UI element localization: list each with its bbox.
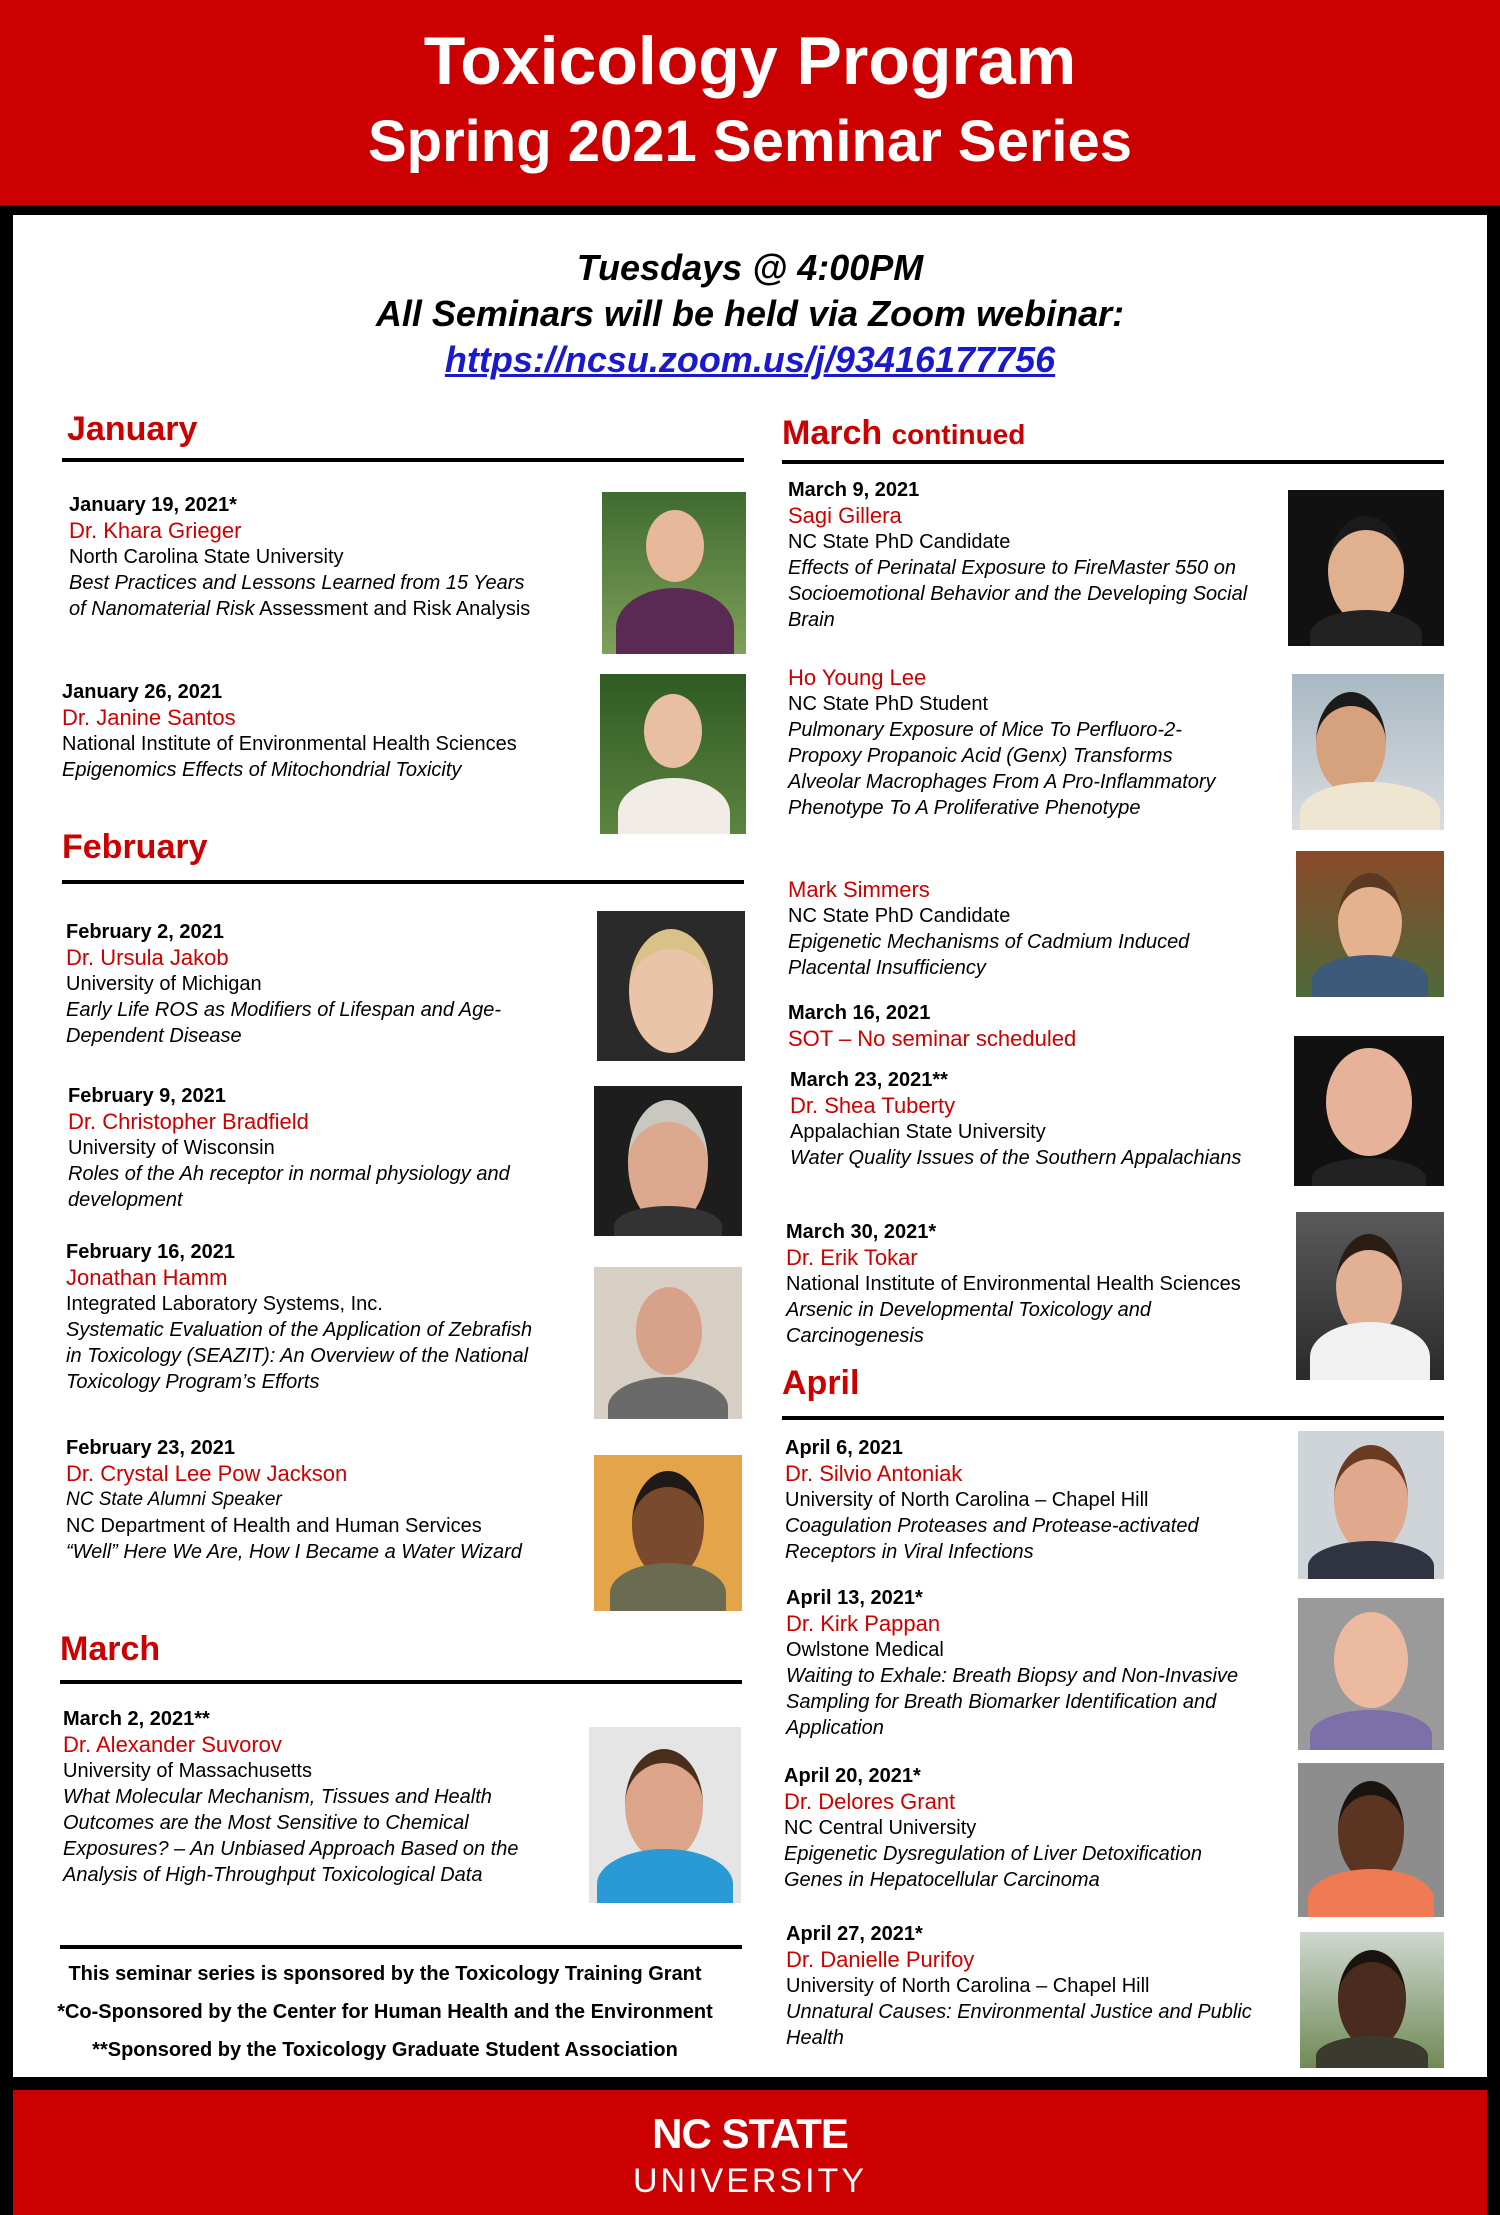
speaker-affiliation: North Carolina State University [69, 546, 344, 568]
speaker-note: NC State Alumni Speaker [66, 1489, 282, 1510]
footer-divider [60, 1945, 742, 1949]
seminar-date: February 2, 2021 [66, 921, 224, 943]
speaker-photo [589, 1727, 741, 1903]
speaker-photo [594, 1455, 742, 1611]
seminar-date: March 16, 2021 [788, 1002, 931, 1024]
speaker-photo [594, 1267, 742, 1419]
continued-label: continued [891, 419, 1026, 450]
speaker-affiliation: Appalachian State University [790, 1121, 1046, 1143]
seminar-title-tail: Assessment and Risk Analysis [259, 598, 531, 620]
speaker-name: Dr. Janine Santos [62, 705, 236, 730]
speaker-photo [1294, 1036, 1444, 1186]
seminar-entry [788, 477, 1268, 633]
speaker-affiliation: NC Central University [784, 1817, 977, 1839]
seminar-date: March 2, 2021** [63, 1708, 210, 1730]
university-logo-line1: NC STATE [652, 2110, 848, 2157]
seminar-title: Epigenomics Effects of Mitochondrial Toxicity [62, 759, 462, 781]
speaker-name: Dr. Alexander Suvorov [63, 1732, 282, 1757]
speaker-affiliation: University of Massachusetts [63, 1760, 312, 1782]
seminar-date: April 20, 2021* [784, 1765, 921, 1787]
speaker-name: Dr. Christopher Bradfield [68, 1109, 309, 1134]
seminar-entry [66, 1239, 546, 1395]
speaker-photo [1288, 490, 1444, 646]
program-title: Toxicology Program [423, 23, 1077, 99]
seminar-title: Water Quality Issues of the Southern Appalachians [790, 1147, 1242, 1169]
speaker-name: Dr. Silvio Antoniak [785, 1461, 963, 1486]
sponsor-line: **Sponsored by the Toxicology Graduate Student Association [92, 2039, 678, 2061]
seminar-entry [66, 919, 516, 1049]
seminar-entry [788, 665, 1248, 821]
speaker-photo [1292, 674, 1444, 830]
speaker-affiliation: University of North Carolina – Chapel Hill [786, 1975, 1150, 1997]
sponsor-notes [20, 1955, 750, 2069]
month-heading-march-continued [782, 414, 1025, 453]
seminar-title: Arsenic in Developmental Toxicology and Carcinogenesis [786, 1299, 1152, 1347]
seminar-date: January 26, 2021 [62, 681, 223, 703]
seminar-title: Effects of Perinatal Exposure to FireMaster 550 on Socioemotional Behavior and the Developing Social Brain [788, 557, 1248, 631]
seminar-entry [68, 1083, 558, 1213]
seminar-date: April 27, 2021* [786, 1923, 923, 1945]
seminar-date: February 9, 2021 [68, 1085, 226, 1107]
seminar-entry [790, 1067, 1260, 1171]
seminar-title: What Molecular Mechanism, Tissues and Health Outcomes are the Most Sensitive to Chemical Exposures? – An Unbiased Approach Based on the Analysis of High-Throughput Toxicological Data [63, 1786, 519, 1886]
schedule-time: Tuesdays @ 4:00PM [576, 247, 924, 288]
speaker-photo [594, 1086, 742, 1236]
speaker-photo [602, 492, 746, 654]
seminar-entry [62, 679, 582, 783]
seminar-title: Early Life ROS as Modifiers of Lifespan and Age-Dependent Disease [66, 999, 502, 1047]
seminar-entry [69, 492, 539, 622]
seminar-title: Waiting to Exhale: Breath Biopsy and Non-Invasive Sampling for Breath Biomarker Identification and Application [786, 1665, 1239, 1739]
speaker-affiliation: NC Department of Health and Human Services [66, 1515, 482, 1537]
month-divider [782, 460, 1444, 464]
speaker-photo [1296, 851, 1444, 997]
speaker-photo [1300, 1932, 1444, 2068]
speaker-name: Dr. Delores Grant [784, 1789, 956, 1814]
seminar-title: Epigenetic Mechanisms of Cadmium Induced Placental Insufficiency [788, 931, 1190, 979]
speaker-name: Ho Young Lee [788, 665, 927, 690]
seminar-entry [784, 1763, 1254, 1893]
speaker-affiliation: NC State PhD Candidate [788, 531, 1011, 553]
seminar-title: Roles of the Ah receptor in normal physiology and development [68, 1163, 510, 1211]
speaker-affiliation: National Institute of Environmental Health Sciences [786, 1273, 1241, 1295]
month-divider [62, 458, 744, 462]
month-heading-april: April [782, 1364, 860, 1402]
seminar-date: March 23, 2021** [790, 1069, 948, 1091]
month-label: March [782, 414, 883, 452]
seminar-date: February 16, 2021 [66, 1241, 235, 1263]
seminar-title: Best Practices and Lessons Learned from 15 Years of Nanomaterial Risk [69, 572, 525, 620]
seminar-entry [788, 877, 1248, 981]
speaker-name: Dr. Shea Tuberty [790, 1093, 956, 1118]
speaker-name: SOT – No seminar scheduled [788, 1026, 1077, 1051]
seminar-entry [785, 1435, 1255, 1565]
speaker-photo [600, 674, 746, 834]
speaker-name: Dr. Erik Tokar [786, 1245, 918, 1270]
sponsor-line: *Co-Sponsored by the Center for Human Health and the Environment [57, 2001, 713, 2023]
speaker-affiliation: NC State PhD Student [788, 693, 989, 715]
seminar-entry [786, 1219, 1276, 1349]
month-divider [60, 1680, 742, 1684]
seminar-title: Systematic Evaluation of the Application of Zebrafish in Toxicology (SEAZIT): An Overview of the National Toxicology Program’s Efforts [66, 1319, 533, 1393]
speaker-affiliation: Integrated Laboratory Systems, Inc. [66, 1293, 383, 1315]
header-banner [0, 0, 1500, 205]
seminar-title: Pulmonary Exposure of Mice To Perfluoro-2-Propoxy Propanoic Acid (Genx) Transforms Alveolar Macrophages From A Pro-Inflammatory Phenotype To A Proliferative Phenotype [788, 719, 1216, 819]
speaker-affiliation: University of North Carolina – Chapel Hill [785, 1489, 1149, 1511]
seminar-title: Epigenetic Dysregulation of Liver Detoxification Genes in Hepatocellular Carcinoma [784, 1843, 1202, 1891]
seminar-entry [66, 1435, 556, 1565]
speaker-name: Mark Simmers [788, 877, 930, 902]
seminar-date: April 6, 2021 [785, 1437, 903, 1459]
seminar-title: “Well” Here We Are, How I Became a Water Wizard [66, 1541, 522, 1563]
sponsor-line: This seminar series is sponsored by the Toxicology Training Grant [68, 1963, 702, 1985]
month-heading-january: January [67, 410, 198, 448]
seminar-entry [63, 1706, 543, 1888]
speaker-affiliation: University of Wisconsin [68, 1137, 275, 1159]
month-heading-february: February [62, 828, 208, 866]
speaker-name: Dr. Ursula Jakob [66, 945, 229, 970]
speaker-photo [1298, 1763, 1444, 1917]
zoom-note: All Seminars will be held via Zoom webinar: [375, 293, 1125, 334]
speaker-affiliation: National Institute of Environmental Health Sciences [62, 733, 517, 755]
seminar-entry [788, 1000, 1268, 1052]
speaker-name: Dr. Crystal Lee Pow Jackson [66, 1461, 348, 1486]
seminar-entry [786, 1585, 1246, 1741]
speaker-name: Jonathan Hamm [66, 1265, 228, 1290]
seminar-date: March 9, 2021 [788, 479, 920, 501]
speaker-photo [1298, 1598, 1444, 1750]
speaker-photo [1298, 1431, 1444, 1579]
month-divider [782, 1416, 1444, 1420]
seminar-entry [786, 1921, 1256, 2051]
seminar-date: January 19, 2021* [69, 494, 237, 516]
speaker-affiliation: University of Michigan [66, 973, 262, 995]
speaker-name: Dr. Khara Grieger [69, 518, 242, 543]
speaker-photo [597, 911, 745, 1061]
footer-banner [13, 2090, 1487, 2215]
seminar-date: March 30, 2021* [786, 1221, 937, 1243]
speaker-affiliation: Owlstone Medical [786, 1639, 944, 1661]
university-logo-line2: UNIVERSITY [632, 2162, 868, 2200]
seminar-title: Coagulation Proteases and Protease-activated Receptors in Viral Infections [785, 1515, 1199, 1563]
seminar-title: Unnatural Causes: Environmental Justice and Public Health [786, 2001, 1252, 2049]
zoom-link[interactable]: https://ncsu.zoom.us/j/93416177756 [444, 339, 1056, 380]
seminar-date: February 23, 2021 [66, 1437, 235, 1459]
seminar-date: April 13, 2021* [786, 1587, 923, 1609]
series-title: Spring 2021 Seminar Series [367, 109, 1133, 174]
speaker-photo [1296, 1212, 1444, 1380]
speaker-name: Dr. Danielle Purifoy [786, 1947, 975, 1972]
month-divider [62, 880, 744, 884]
speaker-name: Sagi Gillera [788, 503, 902, 528]
intro-block [0, 245, 1500, 383]
month-heading-march: March [60, 1630, 161, 1668]
speaker-name: Dr. Kirk Pappan [786, 1611, 941, 1636]
speaker-affiliation: NC State PhD Candidate [788, 905, 1011, 927]
